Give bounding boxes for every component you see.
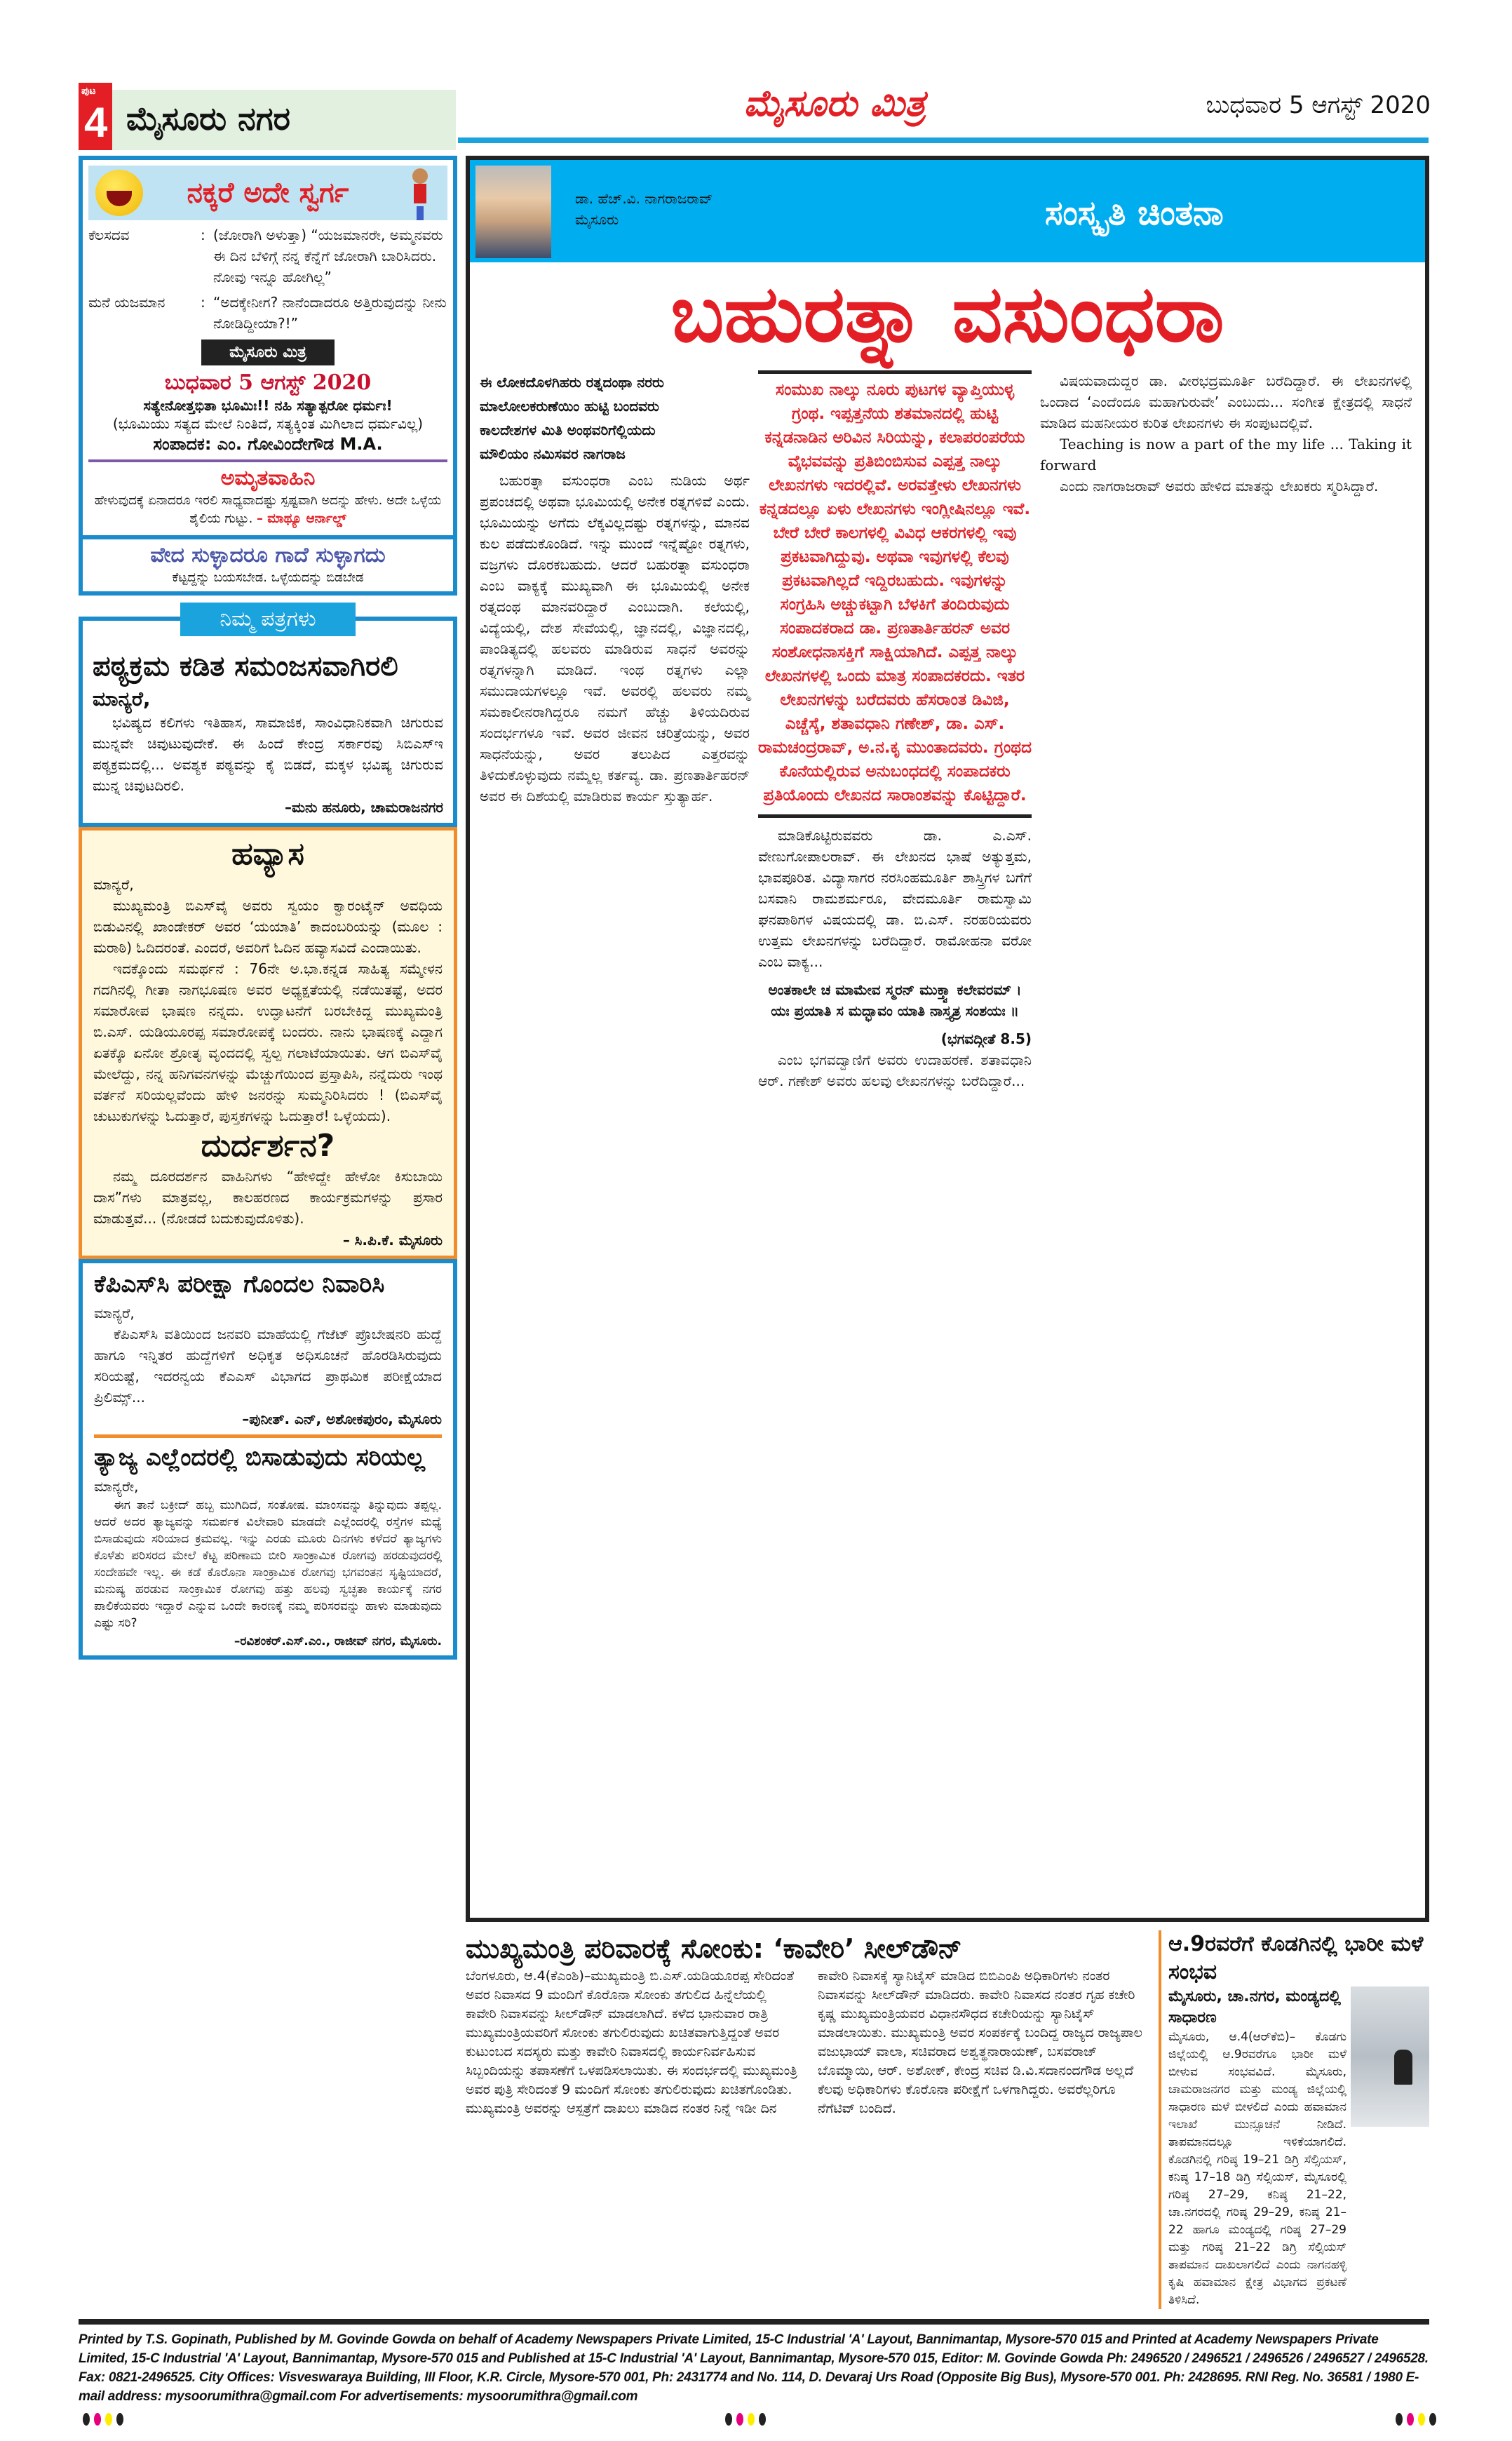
article-headline: ಬಹುರತ್ನಾ ವಸುಂಧರಾ (670, 269, 1224, 360)
dialogue-line (88, 292, 447, 334)
news-text (1168, 1986, 1346, 2309)
letter-body: ಕೆಪಿಎಸ್‌ಸಿ ವತಿಯಿಂದ ಜನವರಿ ಮಾಹೆಯಲ್ಲಿ ಗೆಜೆಟ್ ಪ್ರೊಬೇಷನರಿ ಹುದ್ದೆ ಹಾಗೂ ಇನ್ನಿತರ ಹುದ್ದೆಗಳಿಗೆ ಅಧಿಕೃತ ಅಧಿಸೂಚನೆ ಹೊರಡಿಸಿರುವುದು ಸರಿಯಷ್ಟೆ, ಇದರನ್ವಯ ಕೆಎಎಸ್ ವಿಭಾಗದ ಪ್ರಾಥಮಿಕ ಪರೀಕ್ಷೆಯಾದ ಪ್ರಿಲಿಮ್ಸ್... (94, 1326, 442, 1406)
page-number-box (79, 83, 112, 150)
column-rubric: ಸಂಸ್ಕೃತಿ ಚಿಂತನಾ (1045, 194, 1224, 233)
amrutha-author: – ಮಾಥ್ಯೂ ಆರ್ನಾಲ್ಡ್ (257, 511, 346, 526)
registration-row (0, 2413, 1512, 2441)
cartoon-man-icon (403, 168, 438, 219)
page-label: ಪುಟ (81, 86, 96, 97)
masthead-logo: ಮೈಸೂರು ಮಿತ್ರ (743, 83, 926, 125)
letter-title: ತ್ಯಾಜ್ಯ ಎಲ್ಲೆಂದರಲ್ಲಿ ಬಿಸಾಡುವುದು ಸರಿಯಲ್ಲ (94, 1444, 426, 1472)
letter-body: ಇದಕ್ಕೊಂದು ಸಮರ್ಥನೆ : 76ನೇ ಅ.ಭಾ.ಕನ್ನಡ ಸಾಹಿತ್ಯ ಸಮ್ಮೇಳನ ಗದಗಿನಲ್ಲಿ ಗೀತಾ ನಾಗಭೂಷಣ ಅವರ ಅಧ್ಯಕ್ಷತೆಯಲ್ಲಿ ನಡೆಯಿತಷ್ಟೆ, ಅದರ ಸಮಾರೋಪ ಭಾಷಣ ನನ್ನದು. ಉದ್ಘಾಟನೆಗೆ ಬರಬೇಕಿದ್ದ ಮುಖ್ಯಮಂತ್ರಿ ಬಿ.ಎಸ್. ಯಡಿಯೂರಪ್ಪ ಸಮಾರೋಪಕ್ಕೆ ಬಂದರು. ನಾನು ಭಾಷಣಕ್ಕೆ ಎದ್ದಾಗ ಏತಕ್ಕೊ ಏನೋ ಶ್ರೋತೃ ವೃಂದದಲ್ಲಿ ಸ್ವಲ್ಪ ಗಲಾಟೆಯಾಯಿತು. ಆಗ ಬಿಎಸ್‌ವೈ ಮೇಲೆದ್ದು, ನನ್ನ ಹನಿಗವನಗಳನ್ನು ಮೆಚ್ಚುಗೆಯಿಂದ ಪ್ರಸ್ತಾಪಿಸಿ, ನನ್ನೆದುರು ಇಂಥ ವರ್ತನೆ ಸರಿಯಲ್ಲವೆಂದು ಹೇಳಿ ಜನರನ್ನು ಸುಮ್ಮನಿರಿಸಿದರು ! (ಬಿಎಸ್‌ವೈ ಚುಟುಕುಗಳನ್ನು ಓದುತ್ತಾರೆ, ಪುಸ್ತಕಗಳನ್ನು ಓದುತ್ತಾರೆ! ಒಳ್ಳೆಯದು). (93, 960, 443, 1124)
letter-signature: –ಮನು ಹನೂರು, ಚಾಮರಾಜನಗರ (284, 799, 443, 816)
joke-title: ನಕ್ಕರೆ ಅದೇ ಸ್ವರ್ಗ (187, 177, 349, 209)
article-text: ಬಹುರತ್ನಾ ವಸುಂಧರಾ ಎಂಬ ನುಡಿಯ ಅರ್ಥ ಪ್ರಪಂಚದಲ್ಲಿ ಅಥವಾ ಭೂಮಿಯಲ್ಲಿ ಅನೇಕ ರತ್ನಗಳಿವೆ ಎಂದು. ಭೂಮಿಯನ್ನು ಅಗೆದು ಲೆಕ್ಕವಿಲ್ಲದಷ್ಟು ರತ್ನಗಳನ್ನು, ಮಾನವ ಕುಲ ಪಡೆದುಕೊಂಡಿದೆ. ಇನ್ನು ಮುಂದೆ ಇನ್ನೆಷ್ಟೋ ರತ್ನಗಳು, ವಜ್ರಗಳು ದೊರಕಬಹುದು. ಆದರೆ ಬಹುರತ್ನಾ ವಸುಂಧರಾ ಎಂಬ ವಾಕ್ಯಕ್ಕೆ ಮುಖ್ಯವಾಗಿ ಈ ಭೂಮಿಯಲ್ಲಿ ಅನೇಕ ರತ್ನದಂಥ ಮಾನವರಿದ್ದಾರೆ ಎಂಬುದಾಗಿ. ಕಲೆಯಲ್ಲಿ, ವಿದ್ಯೆಯಲ್ಲಿ, ದೇಶ ಸೇವೆಯಲ್ಲಿ, ಜ್ಞಾನದಲ್ಲಿ, ವಿಜ್ಞಾನದಲ್ಲಿ, ಪಾಂಡಿತ್ಯದಲ್ಲಿ ಹಲವರು ಮಾಡಿರುವ ಸಾಧನೆ ಅವರನ್ನು ರತ್ನಗಳನ್ನಾಗಿ ಮಾಡಿದೆ. ಇಂಥ ರತ್ನಗಳು ಎಲ್ಲಾ ಸಮುದಾಯಗಳಲ್ಲೂ ಇವೆ. ಅವರಲ್ಲಿ ಹಲವರು ನಮ್ಮ ಸಮಕಾಲೀನರಾಗಿದ್ದರೂ ನಮಗೆ ಹೆಚ್ಚು ತಿಳಿಯದಿರುವ ಸಂದರ್ಭಗಳೂ ಇವೆ. ಅವರ ಜೀವನ ಚರಿತ್ರೆಯನ್ನು, ಅವರ ಸಾಧನೆಯನ್ನು, ಅವರ ತಲುಪಿದ ಎತ್ತರವನ್ನು ತಿಳಿದುಕೊಳ್ಳುವುದು ನಮ್ಮೆಲ್ಲ ಕರ್ತವ್ಯ. ಡಾ. ಪ್ರಣತಾರ್ತಿಹರನ್ ಅವರ ಈ ದಿಶೆಯಲ್ಲಿ ಮಾಡಿರುವ ಕಾರ್ಯ ಸ್ತುತ್ಯಾರ್ಹ. (480, 472, 750, 805)
letter-salutation: ಮಾನ್ಯರೇ, (94, 1478, 139, 1495)
section-title: ಮೈಸೂರು ನಗರ (112, 90, 456, 150)
letter-title: ದುರ್ದರ್ಶನ? (201, 1128, 335, 1164)
letter-item (79, 607, 457, 827)
letter-title: ಕೆಪಿಎಸ್‌ಸಿ ಪರೀಕ್ಷಾ ಗೊಂದಲ ನಿವಾರಿಸಿ (94, 1270, 385, 1298)
page-header (0, 0, 1512, 156)
joke-box (79, 156, 457, 539)
right-area (466, 156, 1429, 2309)
registration-marks (1396, 2413, 1436, 2426)
verse-line: ಕಾಲದೇಶಗಳ ಮಿತಿ ಅಂಥವರಿಗೆಲ್ಲಿಯದು (480, 422, 656, 438)
article-text: ಮಾಡಿಕೊಟ್ಟಿರುವವರು ಡಾ. ಎ.ಎಸ್. ವೇಣುಗೋಪಾಲರಾವ್. ಈ ಲೇಖನದ ಭಾಷೆ ಅತ್ಯುತ್ತಮ, ಭಾವಪೂರಿತ. ವಿದ್ಯಾಸಾಗರ ನರಸಿಂಹಮೂರ್ತಿ ಶಾಸ್ತ್ರಿಗಳ ಬಗೆಗೆ ಬಸವಾನಿ ರಾಮಶರ್ಮರೂ, ವೇದಮೂರ್ತಿ ರಾಮಸ್ವಾಮಿ ಘನಪಾಠಿಗಳ ವಿಷಯದಲ್ಲಿ ಡಾ. ಬಿ.ಎಸ್. ನರಹರಿಯವರು ಉತ್ತಮ ಲೇಖನಗಳನ್ನು ಬರೆದಿದ್ದಾರೆ. ರಾಮೋಹನಾ ವರೋ ಎಂಬ ವಾಕ್ಯ... (758, 827, 1032, 970)
opening-verse (480, 370, 750, 466)
letter-body: ಈಗ ತಾನೆ ಬಕ್ರೀದ್ ಹಬ್ಬ ಮುಗಿದಿದೆ, ಸಂತೋಷ. ಮಾಂಸವನ್ನು ತಿನ್ನುವುದು ತಪ್ಪಲ್ಲ. ಆದರೆ ಅದರ ತ್ಯಾಜ್ಯವನ್ನು ಸಮರ್ಪಕ ವಿಲೇವಾರಿ ಮಾಡದೇ ಎಲ್ಲೆಂದರಲ್ಲಿ ರಸ್ತೆಗಳ ಮಧ್ಯೆ ಬಿಸಾಡುವುದು ಸರಿಯಾದ ಕ್ರಮವಲ್ಲ. ಇನ್ನು ಎರಡು ಮೂರು ದಿನಗಳು ಕಳೆದರೆ ತ್ಯಾಜ್ಯಗಳು ಕೊಳೆತು ಪರಿಸರದ ಮೇಲೆ ಕೆಟ್ಟ ಪರಿಣಾಮ ಬೀರಿ ಸಾಂಕ್ರಾಮಿಕ ರೋಗವು ಹರಡುವುದರಲ್ಲಿ ಸಂದೇಹವೇ ಇಲ್ಲ. ಈ ಕಡೆ ಕೊರೊನಾ ಸಾಂಕ್ರಾಮಿಕ ರೋಗವು ಭಗವಂತನ ಸೃಷ್ಟಿಯಾದರೆ, ಮನುಷ್ಯ ಹರಡುವ ಸಾಂಕ್ರಾಮಿಕ ರೋಗವು ಹತ್ತು ಹಲವು ಸ್ವಚ್ಛತಾ ಕಾರ್ಯಕ್ಕೆ ನಗರ ಪಾಲಿಕೆಯವರು ಇದ್ದಾರೆ ಎನ್ನುವ ಒಂದೇ ಕಾರಣಕ್ಕೆ ನಮ್ಮ ಪರಿಸರವನ್ನು ಹಾಳು ಮಾಡುವುದು ಎಷ್ಟು ಸರಿ? (94, 1498, 442, 1630)
letter-title: ಹವ್ಯಾಸ (231, 836, 304, 872)
letter-item (79, 1259, 457, 1655)
bottom-news (466, 1930, 1429, 2309)
english-quote: Teaching is now a part of the my life ... Taking it forward (1040, 436, 1412, 473)
news-story (466, 1930, 1153, 2118)
main-article (466, 156, 1429, 1922)
issue-date: ಬುಧವಾರ 5 ಆಗಸ್ಟ್ 2020 (1206, 91, 1431, 119)
letter-salutation: ಮಾನ್ಯರೆ, (93, 876, 134, 893)
news-content (1168, 1986, 1429, 2309)
proverb-text: ಕೆಟ್ಟದ್ದನ್ನು ಬಯಸಬೇಡ. ಒಳ್ಳೆಯದನ್ನು ಬಿಡಬೇಡ (172, 570, 364, 585)
author-place: ಮೈಸೂರು (575, 211, 619, 228)
registration-marks (725, 2413, 766, 2426)
article-columns (470, 363, 1425, 1091)
article-column (758, 370, 1032, 1091)
pull-quote: ಸಂಮುಖ ನಾಲ್ಕು ನೂರು ಪುಟಗಳ ವ್ಯಾಪ್ತಿಯುಳ್ಳ ಗ್ರಂಥ. ಇಪ್ಪತ್ತನೆಯ ಶತಮಾನದಲ್ಲಿ ಹುಟ್ಟಿ ಕನ್ನಡನಾಡಿನ ಅರಿವಿನ ಸಿರಿಯನ್ನು, ಕಲಾಪರಂಪರೆಯ ವೈಭವವನ್ನು ಪ್ರತಿಬಿಂಬಿಸುವ ಎಪ್ಪತ್ತ ನಾಲ್ಕು ಲೇಖನಗಳು ಇದರಲ್ಲಿವೆ. ಅರವತ್ತೇಳು ಲೇಖನಗಳು ಕನ್ನಡದಲ್ಲೂ ಏಳು ಲೇಖನಗಳು ಇಂಗ್ಲೀಷಿನಲ್ಲೂ ಇವೆ. ಬೇರೆ ಬೇರೆ ಕಾಲಗಳಲ್ಲಿ ವಿವಿಧ ಆಕರಗಳಲ್ಲಿ ಇವು ಪ್ರಕಟವಾಗಿದ್ದುವು. ಅಥವಾ ಇವುಗಳಲ್ಲಿ ಕೆಲವು ಪ್ರಕಟವಾಗಿಲ್ಲದೆ ಇದ್ದಿರಬಹುದು. ಇವುಗಳನ್ನು ಸಂಗ್ರಹಿಸಿ ಅಚ್ಚುಕಟ್ಟಾಗಿ ಬೆಳಕಿಗೆ ತಂದಿರುವುದು ಸಂಪಾದಕರಾದ ಡಾ. ಪ್ರಣತಾರ್ತಿಹರನ್ ಅವರ ಸಂಶೋಧನಾಸಕ್ತಿಗೆ ಸಾಕ್ಷಿಯಾಗಿದೆ. ಎಪ್ಪತ್ತ ನಾಲ್ಕು ಲೇಖನಗಳಲ್ಲಿ ಒಂದು ಮಾತ್ರ ಸಂಪಾದಕರದು. ಇತರ ಲೇಖನಗಳನ್ನು ಬರೆದವರು ಹೆಸರಾಂತ ಡಿವಿಜಿ, ಎಚ್ಚೆಸ್ಕೆ, ಶತಾವಧಾನಿ ಗಣೇಶ್, ಡಾ. ಎಸ್. ರಾಮಚಂದ್ರರಾವ್, ಅ.ನ.ಕೃ ಮುಂತಾದವರು. ಗ್ರಂಥದ ಕೊನೆಯಲ್ಲಿರುವ ಅನುಬಂಧದಲ್ಲಿ ಸಂಪಾದಕರು ಪ್ರತಿಯೊಂದು ಲೇಖನದ ಸಾರಾಂಶವನ್ನು ಕೊಟ್ಟಿದ್ದಾರೆ. (758, 370, 1032, 818)
speaker: ಮನೆ ಯಜಮಾನ (88, 294, 166, 311)
article-text: ವಿಷಯವಾದುದ್ದರ ಡಾ. ವೀರಭದ್ರಮೂರ್ತಿ ಬರೆದಿದ್ದಾರೆ. ಈ ಲೇಖನಗಳಲ್ಲಿ ಒಂದಾದ ‘ಎಂದೆಂದೂ ಮಹಾಗುರುವೇ’ ಎಂಬುದು... ಸಂಗೀತ ಕ್ಷೇತ್ರದಲ್ಲಿ ಸಾಧನೆ ಮಾಡಿದ ಮಹನೀಯರ ಕುರಿತ ಲೇಖನಗಳು ಈ ಸಂಪುಟದಲ್ಲಿವೆ. (1040, 372, 1412, 431)
verse-line: ಮಾಲೋಲಕರುಣೆಯಿಂ ಹುಟ್ಟಿ ಬಂದವರು (480, 398, 659, 415)
letter-item (79, 827, 457, 1259)
box-border (79, 1655, 457, 1660)
letter-salutation: ಮಾನ್ಯರೆ, (93, 687, 151, 711)
author-byline (575, 188, 713, 230)
dialogue-line (88, 224, 447, 288)
left-column (79, 156, 457, 1660)
amrutha-quote (88, 492, 447, 528)
news-headline: ಆ.9ರವರೆಗೆ ಕೊಡಗಿನಲ್ಲಿ ಭಾರೀ ಮಳೆ ಸಂಭವ (1168, 1932, 1424, 1984)
column-header-band (470, 160, 1425, 262)
news-body: ಮೈಸೂರು, ಆ.4(ಆರ್‌ಕೆಬಿ)– ಕೊಡಗು ಜಿಲ್ಲೆಯಲ್ಲಿ ಆ.9ರವರೆಗೂ ಭಾರೀ ಮಳೆ ಬೀಳುವ ಸಂಭವವಿದೆ. ಮೈಸೂರು, ಚಾಮರಾಜನಗರ ಮತ್ತು ಮಂಡ್ಯ ಜಿಲ್ಲೆಯಲ್ಲಿ ಸಾಧಾರಣ ಮಳೆ ಬೀಳಲಿದೆ ಎಂದು ಹವಾಮಾನ ಇಲಾಖೆ ಮುನ್ಸೂಚನೆ ನೀಡಿದೆ. ತಾಪಮಾನದಲ್ಲೂ ಇಳಿಕೆಯಾಗಲಿದೆ. ಕೊಡಗಿನಲ್ಲಿ ಗರಿಷ್ಠ 19–21 ಡಿಗ್ರಿ ಸೆಲ್ಸಿಯಸ್, ಕನಿಷ್ಠ 17–18 ಡಿಗ್ರಿ ಸೆಲ್ಸಿಯಸ್, ಮೈಸೂರಲ್ಲಿ ಗರಿಷ್ಠ 27–29, ಕನಿಷ್ಠ 21–22, ಚಾ.ನಗರದಲ್ಲಿ ಗರಿಷ್ಠ 29–29, ಕನಿಷ್ಠ 21–22 ಹಾಗೂ ಮಂಡ್ಯದಲ್ಲಿ ಗರಿಷ್ಠ 27–29 ಮತ್ತು ಗರಿಷ್ಠ 21–22 ಡಿಗ್ರಿ ಸೆಲ್ಸಿಯಸ್ ತಾಪಮಾನ ದಾಖಲಾಗಲಿದೆ ಎಂದು ನಾಗನಹಳ್ಳಿ ಕೃಷಿ ಹವಾಮಾನ ಕ್ಷೇತ್ರ ವಿಭಾಗದ ಪ್ರಕಟಣೆ ತಿಳಿಸಿದೆ. (1168, 2030, 1346, 2307)
dialogue-text: (ಜೋರಾಗಿ ಅಳುತ್ತಾ) “ಯಜಮಾನರೇ, ಅಮ್ಮನವರು ಈ ದಿನ ಬೆಳಿಗ್ಗೆ ನನ್ನ ಕೆನ್ನೆಗೆ ಜೋರಾಗಿ ಬಾರಿಸಿದರು. ನೋವು ಇನ್ನೂ ಹೋಗಿಲ್ಲ” (213, 227, 443, 285)
colon: : (201, 294, 205, 311)
colon: : (201, 227, 205, 243)
author-photo (475, 166, 551, 258)
letter-body: ನಮ್ಮ ದೂರದರ್ಶನ ವಾಹಿನಿಗಳು “ಹೇಳಿದ್ದೇ ಹೇಳೋ ಕಿಸುಬಾಯಿ ದಾಸ”ಗಳು ಮಾತ್ರವಲ್ಲ, ಕಾಲಹರಣದ ಕಾರ್ಯಕ್ರಮಗಳನ್ನು ಪ್ರಸಾರ ಮಾಡುತ್ತವೆ... (ನೋಡದೆ ಬದುಕುವುದೊಳಿತು). (93, 1168, 443, 1227)
letter-body: ಭವಿಷ್ಯದ ಕಲಿಗಳು ಇತಿಹಾಸ, ಸಾಮಾಜಿಕ, ಸಾಂವಿಧಾನಿಕವಾಗಿ ಚಿಗುರುವ ಮುನ್ನವೇ ಚಿವುಟುವುದೇಕೆ. ಈ ಹಿಂದೆ ಕೇಂದ್ರ ಸರ್ಕಾರವು ಸಿಬಿಎಸ್‌ಇ ಪಠ್ಯಕ್ರಮದಲ್ಲಿ... ಅವಶ್ಯಕ ಪಠ್ಯವನ್ನು ಕೈ ಬಿಡದೆ, ಮಕ್ಕಳ ಭವಿಷ್ಯ ಚಿಗುರುವ ಮುನ್ನ ಚಿವುಟದಿರಲಿ. (93, 714, 443, 794)
amrutha-text: ಹೇಳುವುದಕ್ಕೆ ಏನಾದರೂ ಇರಲಿ ಸಾಧ್ಯವಾದಷ್ಟು ಸ್ಪಷ್ಟವಾಗಿ ಅದನ್ನು ಹೇಳು. ಅದೇ ಒಳ್ಳೆಯ ಶೈಲಿಯ ಗುಟ್ಟು. (94, 493, 442, 526)
header-rule (458, 137, 1429, 143)
article-column (480, 370, 750, 807)
speaker: ಕೆಲಸದವ (88, 227, 130, 243)
gita-reference: (ಭಗವದ್ಗೀತೆ 8.5) (940, 1030, 1032, 1047)
letter-body: ಮುಖ್ಯಮಂತ್ರಿ ಬಿಎಸ್‌ವೈ ಅವರು ಸ್ವಯಂ ಕ್ವಾರಂಟೈನ್ ಅವಧಿಯ ಬಿಡುವಿನಲ್ಲಿ ಖಾಂಡೇಕರ್ ಅವರ ‘ಯಯಾತಿ’ ಕಾದಂಬರಿಯನ್ನು (ಮೂಲ : ಮರಾಠಿ) ಓದಿದರಂತೆ. ಎಂದರೆ, ಅವರಿಗೆ ಓದಿನ ಹವ್ಯಾಸವಿದೆ ಎಂದಾಯಿತು. (93, 897, 443, 956)
mini-masthead: ಮೈಸೂರು ಮಿತ್ರ (201, 339, 335, 365)
article-column (1040, 370, 1412, 497)
news-headline: ಮುಖ್ಯಮಂತ್ರಿ ಪರಿವಾರಕ್ಕೆ ಸೋಂಕು: ‘ಕಾವೇರಿ’ ಸೀಲ್‌ಡೌನ್ (466, 1933, 962, 1964)
proverb-box (79, 539, 457, 596)
amrutha-title: ಅಮೃತವಾಹಿನಿ (220, 466, 316, 490)
letter-salutation: ಮಾನ್ಯರೆ, (94, 1305, 135, 1322)
letter-item (94, 1434, 442, 1648)
joke-banner (88, 166, 447, 220)
letter-signature: –ಪುನೀತ್. ಎನ್, ಅಶೋಕಪುರಂ, ಮೈಸೂರು (242, 1411, 442, 1427)
news-story (1159, 1930, 1429, 2309)
footer-rule (79, 2319, 1429, 2325)
verse-line: ಈ ಲೋಕದೊಳಗಿಹರು ರತ್ನದಂಥಾ ನರರು (480, 374, 664, 391)
dialogue-text: “ಅದಕ್ಕೇನೀಗ? ನಾನೆಂದಾದರೂ ಅತ್ತಿರುವುದನ್ನು ನೀನು ನೋಡಿದ್ದೀಯಾ?!” (213, 294, 447, 332)
page-number: 4 (84, 99, 108, 146)
registration-marks (83, 2413, 123, 2426)
author-name: ಡಾ. ಹೆಚ್.ವಿ. ನಾಗರಾಜರಾವ್ (575, 190, 713, 207)
rain-photo (1351, 1986, 1429, 2127)
article-text: ಎಂಬ ಭಗವದ್ವಾಣಿಗೆ ಅವರು ಉದಾಹರಣೆ. ಶತಾವಧಾನಿ ಆರ್. ಗಣೇಶ್ ಅವರು ಹಲವು ಲೇಖನಗಳನ್ನು ಬರೆದಿದ್ದಾರೆ... (758, 1051, 1032, 1089)
mini-date: ಬುಧವಾರ 5 ಆಗಸ್ಟ್ 2020 (164, 370, 372, 395)
letter-signature: –ರವಿಶಂಕರ್.ಎಸ್.ಎಂ., ರಾಜೀವ್ ನಗರ, ಮೈಸೂರು. (234, 1634, 442, 1648)
imprint-line: Printed by T.S. Gopinath, Published by M. Govinde Gowda on behalf of Academy Newspapers Private Limited, 15-C Industrial 'A' Layout, Bannimantap, Mysore-570 015 and Printed at Academy Newspapers Private Limited, 15-C Industrial 'A' Layout, Bannimantap, Mysore-570 015 and Published at 15-C Industrial 'A' Layout, Bannimantap, Mysore-570 015, Editor: M. Govinde Gowda Ph: 2496520 / 2496521 / 2496526 / 2496527 / 2496528. Fax: 0821-2496525. City Offices: Visveswaraya Building, III Floor, K.R. Circle, Mysore-570 001, Ph: 2431774 and No. 114, D. Devaraj Urs Road (Opposite Big Bus), Mysore-570 001. Ph: 2428695. RNI Reg. No. 36581 / 1980 E-mail address: mysoorumithra@gmail.com For advertisements: mysoorumithra@gmail.com (79, 2332, 1429, 2404)
letter-title: ಪಠ್ಯಕ್ರಮ ಕಡಿತ ಸಮಂಜಸವಾಗಿರಲಿ (93, 650, 398, 682)
motto-meaning: (ಭೂಮಿಯು ಸತ್ಯದ ಮೇಲೆ ನಿಂತಿದೆ, ಸತ್ಯಕ್ಕಿಂತ ಮಿಗಿಲಾದ ಧರ್ಮವಿಲ್ಲ) (112, 415, 424, 432)
article-text: ಎಂದು ನಾಗರಾಜರಾವ್ ಅವರು ಹೇಳಿದ ಮಾತನ್ನು ಲೇಖಕರು ಸ್ಮರಿಸಿದ್ದಾರೆ. (1060, 478, 1379, 495)
letter-signature: – ಸಿ.ಪಿ.ಕೆ. ಮೈಸೂರು (342, 1232, 443, 1249)
letters-banner: ನಿಮ್ಮ ಪತ್ರಗಳು (180, 603, 356, 636)
verse-line: ಮೌಲಿಯಂ ನಮಿಸವರ ನಾಗರಾಜ (480, 445, 626, 462)
laughing-smiley-icon (95, 170, 143, 216)
news-body: ಬೆಂಗಳೂರು, ಆ.4(ಕೆಎಂಶಿ)–ಮುಖ್ಯಮಂತ್ರಿ ಬಿ.ಎಸ್.ಯಡಿಯೂರಪ್ಪ ಸೇರಿದಂತೆ ಅವರ ನಿವಾಸದ 9 ಮಂದಿಗೆ ಕೊರೊನಾ ಸೋಂಕು ತಗುಲಿದ ಹಿನ್ನೆಲೆಯಲ್ಲಿ ಕಾವೇರಿ ನಿವಾಸವನ್ನು ಸೀಲ್‌ಡೌನ್ ಮಾಡಲಾಗಿದೆ. ಕಳೆದ ಭಾನುವಾರ ರಾತ್ರಿ ಮುಖ್ಯಮಂತ್ರಿಯವರಿಗೆ ಸೋಂಕು ತಗುಲಿರುವುದು ಖಚಿತವಾಗುತ್ತಿದ್ದಂತೆ ಅವರ ಕುಟುಂಬದ ಸದಸ್ಯರು ಮತ್ತು ಕಾವೇರಿ ನಿವಾಸದಲ್ಲಿ ಕಾರ್ಯನಿರ್ವಹಿಸುವ ಸಿಬ್ಬಂದಿಯನ್ನು ತಪಾಸಣೆಗೆ ಒಳಪಡಿಸಲಾಯಿತು. ಈ ಸಂದರ್ಭದಲ್ಲಿ ಮುಖ್ಯಮಂತ್ರಿ ಅವರ ಪುತ್ರಿ ಸೇರಿದಂತೆ 9 ಮಂದಿಗೆ ಸೋಂಕು ತಗುಲಿರುವುದು ಖಚಿತಗೊಂಡಿತು. ಮುಖ್ಯಮಂತ್ರಿ ಅವರನ್ನು ಆಸ್ಪತ್ರೆಗೆ ದಾಖಲು ಮಾಡಿದ ನಂತರ ನಿನ್ನೆ ಇಡೀ ದಿನ ಕಾವೇರಿ ನಿವಾಸಕ್ಕೆ ಸ್ಯಾನಿಟೈಸ್ ಮಾಡಿದ ಬಿಬಿಎಂಪಿ ಅಧಿಕಾರಿಗಳು ನಂತರ ನಿವಾಸವನ್ನು ಸೀಲ್‌ಡೌನ್ ಮಾಡಿದರು. ಕಾವೇರಿ ನಿವಾಸದ ನಂತರ ಗೃಹ ಕಚೇರಿ ಕೃಷ್ಣ ಮುಖ್ಯಮಂತ್ರಿಯವರ ವಿಧಾನಸೌಧದ ಕಚೇರಿಯನ್ನು ಸ್ಯಾನಿಟೈಸ್ ಮಾಡಲಾಯಿತು. ಮುಖ್ಯಮಂತ್ರಿ ಅವರ ಸಂಪರ್ಕಕ್ಕೆ ಬಂದಿದ್ದ ರಾಜ್ಯದ ರಾಜ್ಯಪಾಲ ವಜುಭಾಯ್ ವಾಲಾ, ಸಚಿವರಾದ ಅಶ್ವತ್ಥನಾರಾಯಣ್, ಬಸವರಾಜ್ ಬೊಮ್ಮಾಯಿ, ಆರ್. ಅಶೋಕ್, ಕೇಂದ್ರ ಸಚಿವ ಡಿ.ವಿ.ಸದಾನಂದಗೌಡ ಅಲ್ಲದೆ ಕೆಲವು ಅಧಿಕಾರಿಗಳು ಕೊರೊನಾ ಪರೀಕ್ಷೆಗೆ ಒಳಗಾಗಿದ್ದರು. ಅವರೆಲ್ಲರಿಗೂ ನೆಗೆಟಿವ್ ಬಂದಿದೆ. (466, 1968, 1142, 2116)
page-body (79, 156, 1429, 2309)
gita-verse: ಅಂತಕಾಲೇ ಚ ಮಾಮೇವ ಸ್ಮರನ್ ಮುಕ್ತ್ವಾ ಕಲೇವರಮ್ । ಯಃ ಪ್ರಯಾತಿ ಸ ಮದ್ಭಾವಂ ಯಾತಿ ನಾಸ್ತ್ಯತ್ರ ಸಂಶಯಃ ॥ (768, 981, 1022, 1019)
editor-credit: ಸಂಪಾದಕ: ಎಂ. ಗೋವಿಂದೇಗೌಡ M.A. (88, 433, 447, 462)
proverb-title: ವೇದ ಸುಳ್ಳಾದರೂ ಗಾದೆ ಸುಳ್ಳಾಗದು (150, 543, 386, 567)
news-subheadline: ಮೈಸೂರು, ಚಾ.ನಗರ, ಮಂಡ್ಯದಲ್ಲಿ ಸಾಧಾರಣ (1168, 1988, 1341, 2026)
motto: ಸತ್ಯೇನೋತ್ತಭಿತಾ ಭೂಮಿಃ!! ನಹಿ ಸತ್ಯಾತ್ಪರೋ ಧರ್ಮಃ! (143, 397, 393, 414)
